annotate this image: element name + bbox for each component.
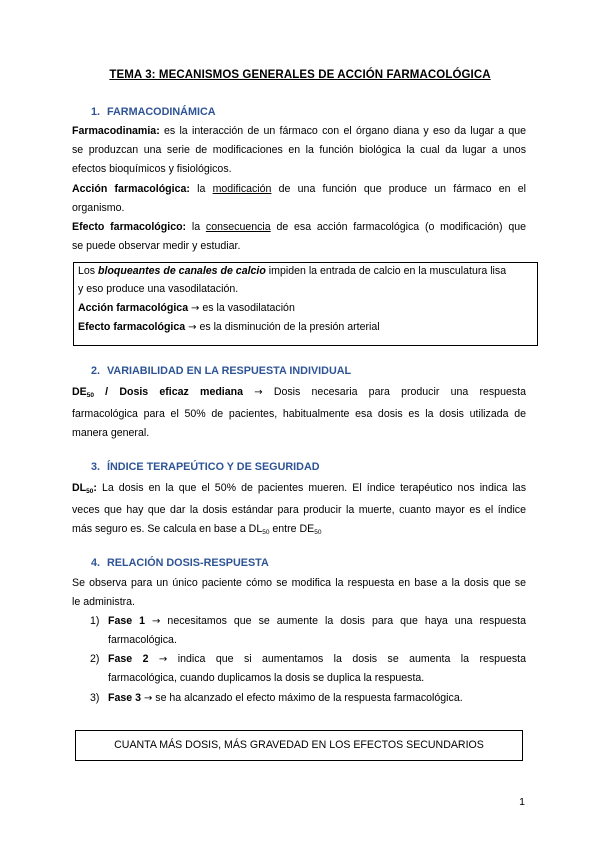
example-box-line-2: y eso produce una vasodilatación. (78, 283, 239, 295)
def-farmacodinamia-line-2: se produzcan una serie de modificaciones en la función biológica la cual da lugar a unos (72, 144, 526, 157)
arrow-icon: → (143, 693, 153, 704)
de50-term: DE (72, 386, 87, 398)
example-text-b: impiden la entrada de calcio en la musculatura lisa (265, 265, 507, 277)
sec4-intro-line-2: le administra. (72, 596, 135, 609)
example-accion-text: es la vasodilatación (199, 302, 295, 314)
de50-term-b: / Dosis eficaz mediana (93, 386, 244, 398)
def-efecto-underlined: consecuencia (205, 221, 271, 234)
note-box-text: CUANTA MÁS DOSIS, MÁS GRAVEDAD EN LOS EFECTOS SECUNDARIOS (114, 739, 484, 751)
def-accion-text-b: de una función que produce un fármaco en el (271, 182, 526, 195)
example-box-line-1 (78, 265, 533, 277)
example-accion-term: Acción farmacológica (78, 302, 189, 314)
arrow-icon: → (254, 387, 263, 398)
dl50-colon: : (93, 482, 97, 494)
section-3-number: 3. (91, 461, 101, 473)
def-farmacodinamia-line-3: efectos bioquímicos y fisiológicos. (72, 163, 232, 176)
sec4-intro-line-1: Se observa para un único paciente cómo se modifica la respuesta en base a la dosis que se (72, 577, 526, 589)
list-item-body (108, 689, 526, 708)
sec3-text-3b: entre DE (269, 523, 315, 536)
list-item-number: 1) (90, 615, 100, 627)
list-item-number: 2) (90, 653, 100, 665)
def-accion-line-2: organismo. (72, 201, 125, 214)
example-text-a: Los (78, 265, 99, 277)
arrow-icon: → (152, 616, 161, 627)
sec3-line-2: veces que hay que dar la dosis estándar para producir la muerte, cuanto mayor es el índice (72, 504, 526, 517)
sec3-line-3 (72, 520, 526, 542)
phase-text: necesitamos que se aumente la dosis para que haya una respuesta (160, 615, 526, 627)
sec3-text-1: La dosis en la que el 50% de pacientes mueren. El índice terapéutico nos indica las (96, 482, 526, 494)
example-bold-italic: bloqueantes de canales de calcio (98, 265, 266, 277)
section-4-heading (91, 557, 269, 569)
sec2-line-1 (72, 383, 526, 405)
def-accion-text-a: la (189, 182, 213, 195)
section-1-number: 1. (91, 106, 101, 118)
arrow-icon: → (158, 654, 168, 665)
section-4-title: RELACIÓN DOSIS-RESPUESTA (107, 557, 269, 569)
section-4-intro (72, 574, 526, 612)
list-item-body (108, 650, 526, 688)
phase-term: Fase 2 (108, 653, 149, 665)
def-accion-line-1 (72, 180, 526, 199)
arrow-icon: → (188, 322, 197, 333)
dl50-subscript-2: 50 (262, 529, 270, 537)
list-item (90, 689, 526, 709)
example-efecto-term: Efecto farmacológica (78, 321, 186, 333)
def-efecto-line-1 (72, 218, 526, 237)
def-farmacodinamia-term: Farmacodinamia: (72, 125, 160, 137)
section-2-body (72, 383, 526, 444)
list-item-line-1 (108, 612, 526, 631)
def-accion-underlined: modificación (212, 182, 272, 195)
de50-subscript-2: 50 (314, 529, 322, 537)
section-3-title: ÍNDICE TERAPEÚTICO Y DE SEGURIDAD (107, 461, 320, 473)
def-farmacodinamia-text-1: es la interacción de un fármaco con el órgano diana y eso da lugar a que (159, 125, 526, 137)
list-item-body (108, 612, 526, 650)
def-efecto-line-2: se puede observar medir y estudiar. (72, 240, 241, 253)
phase-term: Fase 1 (108, 615, 146, 627)
section-4-number: 4. (91, 557, 101, 569)
example-efecto-text: es la disminución de la presión arterial (196, 321, 380, 333)
dl50-subscript: 50 (86, 488, 94, 495)
sec3-line-1 (72, 479, 526, 501)
list-item-line-1 (108, 650, 526, 669)
sec2-line-2: farmacológica para el 50% de pacientes, habitualmente esa dosis es la dosis utilizada de (72, 408, 526, 421)
phase-term: Fase 3 (108, 692, 141, 704)
list-item (90, 612, 526, 650)
list-item-number: 3) (90, 692, 100, 704)
section-1-title: FARMACODINÁMICA (107, 106, 216, 118)
section-1-definitions (72, 122, 526, 256)
def-efecto-term: Efecto farmacológico: (72, 221, 187, 234)
phase-text: indica que si aumentamos la dosis se aumenta la respuesta (167, 653, 526, 665)
arrow-icon: → (191, 303, 200, 314)
sec3-text-3a: más seguro es. Se calcula en base a DL (72, 523, 263, 536)
list-item-line-1 (108, 689, 526, 708)
sec2-text-1: Dosis necesaria para producir una respuesta (262, 386, 526, 398)
sec2-line-3: manera general. (72, 427, 150, 440)
list-item-line-2: farmacológica. (108, 634, 177, 647)
phase-list (90, 612, 526, 726)
section-2-number: 2. (91, 365, 101, 377)
def-accion-term: Acción farmacológica: (72, 182, 190, 195)
example-box-line-4 (78, 321, 533, 333)
example-box-line-3 (78, 302, 533, 314)
de50-subscript: 50 (86, 392, 94, 399)
list-item (90, 650, 526, 688)
list-item-line-2: farmacológica, cuando duplicamos la dosis se duplica la respuesta. (108, 672, 425, 685)
example-box (73, 262, 538, 346)
section-2-title: VARIABILIDAD EN LA RESPUESTA INDIVIDUAL (107, 365, 352, 377)
section-2-heading (91, 365, 351, 377)
section-3-body (72, 479, 526, 543)
section-3-heading (91, 461, 320, 473)
note-box (75, 730, 523, 761)
section-1-heading (91, 106, 216, 118)
dl50-term: DL (72, 482, 87, 494)
page-number: 1 (519, 796, 525, 808)
def-efecto-text-a: la (186, 221, 206, 234)
page-title: TEMA 3: MECANISMOS GENERALES DE ACCIÓN FARMACOLÓGICA (109, 69, 491, 81)
def-farmacodinamia-line-1 (72, 122, 526, 141)
def-efecto-text-b: de esa acción farmacológica (o modificación) que (270, 221, 527, 234)
phase-text: se ha alcanzado el efecto máximo de la respuesta farmacológica. (152, 692, 463, 704)
